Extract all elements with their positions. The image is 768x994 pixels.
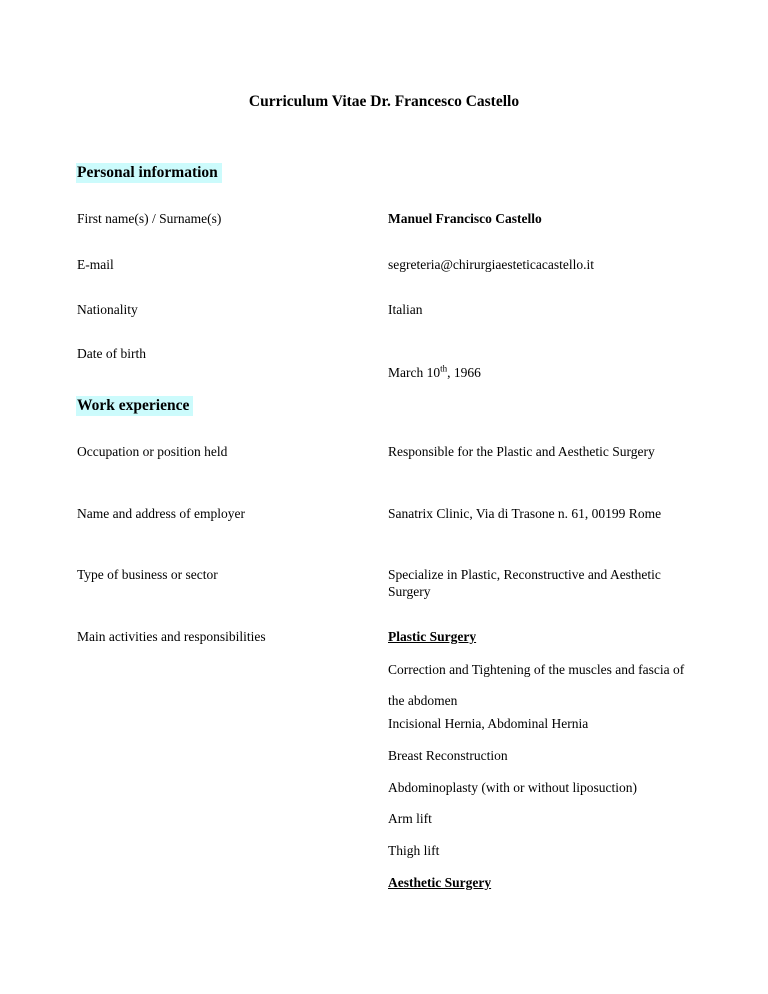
business-label: Type of business or sector <box>77 567 218 582</box>
activity-item: Correction and Tightening of the muscles and fascia of the abdomen <box>388 662 685 708</box>
dob-ordinal-suffix: th <box>440 363 448 374</box>
employer-label: Name and address of employer <box>77 506 245 521</box>
work-experience-heading: Work experience <box>76 396 193 416</box>
document-title: Curriculum Vitae Dr. Francesco Castello <box>248 93 520 110</box>
activity-item: Thigh lift <box>388 843 440 858</box>
email-value: segreteria@chirurgiaesteticacastello.it <box>388 257 594 272</box>
activity-item: Abdominoplasty (with or without liposuction) <box>388 780 637 795</box>
dob-value <box>388 364 688 381</box>
activity-item: Breast Reconstruction <box>388 748 508 763</box>
position-label: Occupation or position held <box>77 444 228 459</box>
name-value: Manuel Francisco Castello <box>388 211 542 226</box>
personal-information-heading: Personal information <box>76 163 222 183</box>
aesthetic-surgery-heading: Aesthetic Surgery <box>388 875 492 890</box>
activity-item: Arm lift <box>388 811 432 826</box>
business-value: Specialize in Plastic, Reconstructive and Aesthetic Surgery <box>388 567 661 599</box>
activities-label: Main activities and responsibilities <box>77 629 266 644</box>
nationality-value: Italian <box>388 302 423 317</box>
dob-label: Date of birth <box>77 346 146 361</box>
nationality-label: Nationality <box>77 302 138 317</box>
plastic-surgery-heading: Plastic Surgery <box>388 629 477 644</box>
employer-value: Sanatrix Clinic, Via di Trasone n. 61, 00199 Rome <box>388 506 662 521</box>
dob-month-day: March 10 <box>388 365 441 380</box>
name-label: First name(s) / Surname(s) <box>77 211 222 226</box>
position-value: Responsible for the Plastic and Aesthetic Surgery <box>388 444 655 459</box>
activity-item: Incisional Hernia, Abdominal Hernia <box>388 716 589 731</box>
email-label: E-mail <box>77 257 114 272</box>
dob-year: , 1966 <box>447 365 481 380</box>
